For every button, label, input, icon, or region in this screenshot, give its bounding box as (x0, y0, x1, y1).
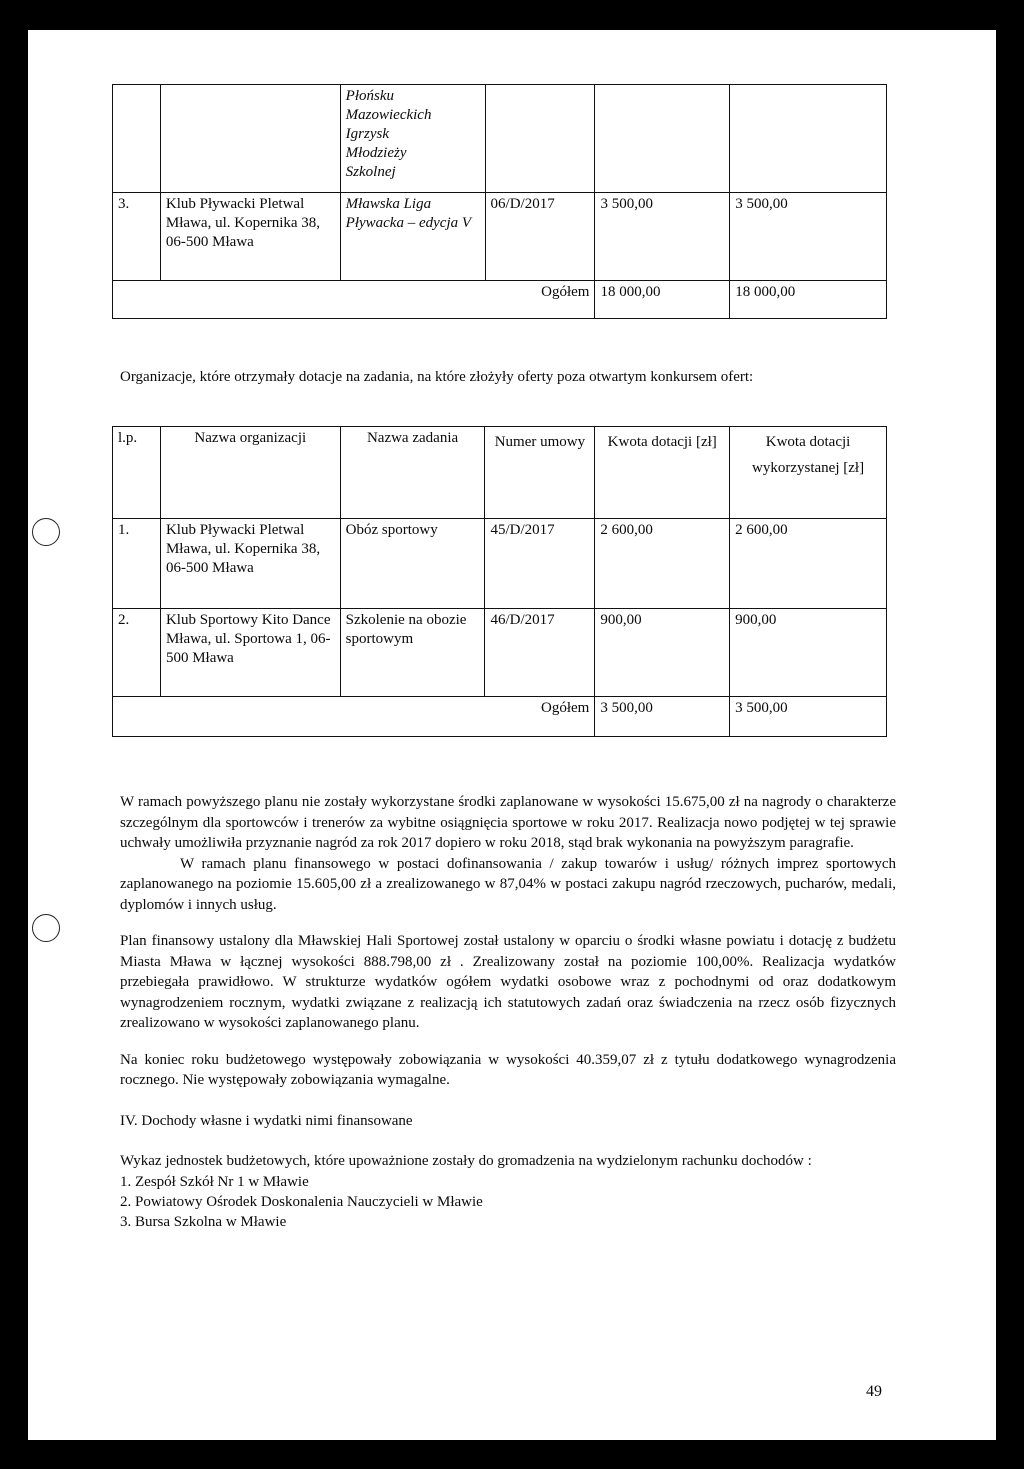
paragraph-sport-events: W ramach planu finansowego w postaci dofinansowania / zakup towarów i usług/ różnych imprez sportowych zaplanowanego na poziomie 15.605,00 zł a zrealizowanego w 87,04% w postaci zakupu nagród rzeczowych, pucharów, medali, dyplomów i innych usług. (120, 855, 896, 913)
list-item: 3. Bursa Szkolna w Mławie (120, 1213, 287, 1230)
total-label: Ogółem (113, 697, 595, 737)
total-row (113, 281, 887, 319)
total-used: 3 500,00 (730, 697, 887, 737)
list-item: 2. Powiatowy Ośrodek Doskonalenia Nauczycieli w Mławie (120, 1193, 483, 1210)
task-cell-continued: Płońsku Mazowieckich Igrzysk Młodzieży Szkolnej (340, 85, 485, 193)
total-amount: 3 500,00 (595, 697, 730, 737)
list-intro: Wykaz jednostek budżetowych, które upoważnione zostały do gromadzenia na wydzielonym rachunku dochodów : (120, 1153, 812, 1169)
punch-hole-upper (32, 518, 60, 546)
units-list (120, 1172, 896, 1232)
organization-name: Klub Sportowy Kito Dance Mława, ul. Sportowa 1, 06-500 Mława (160, 609, 340, 697)
paragraph-liabilities: Na koniec roku budżetowego występowały zobowiązania w wysokości 40.359,07 zł z tytułu dodatkowego wynagrodzenia rocznego. Nie występowały zobowiązania wymagalne. (120, 1051, 896, 1088)
header-used: Kwota dotacji wykorzystanej [zł] (730, 427, 887, 519)
list-item: 1. Zespół Szkół Nr 1 w Mławie (120, 1173, 309, 1190)
total-row (113, 697, 887, 737)
paragraph-unused-funds: W ramach powyższego planu nie zostały wykorzystane środki zaplanowane w wysokości 15.675,00 zł na nagrody o charakterze szczególnym dla sportowców i trenerów za wybitne osiągnięcia sportowe w roku 2017. Realizacja nowo podjętej w tej sprawie uchwały umożliwiła przyznanie nagród za rok 2017 dopiero w roku 2018, stąd brak wykonania na powyższym paragrafie. (120, 794, 896, 851)
grant-amount: 3 500,00 (595, 193, 730, 281)
row-lp: 1. (113, 519, 161, 609)
grant-amount: 2 600,00 (595, 519, 730, 609)
intro-text: Organizacje, które otrzymały dotacje na zadania, na które złożyły oferty poza otwartym konkursem ofert: (120, 369, 754, 385)
total-used: 18 000,00 (730, 281, 887, 319)
task-name: Obóz sportowy (340, 519, 485, 609)
table-header-row (113, 427, 887, 519)
row-lp: 3. (113, 193, 161, 281)
section-heading: IV. Dochody własne i wydatki nimi finansowane (120, 1112, 413, 1129)
grant-used: 2 600,00 (730, 519, 887, 609)
header-organization: Nazwa organizacji (160, 427, 340, 519)
body-text (120, 792, 896, 1232)
header-task: Nazwa zadania (340, 427, 485, 519)
task-name: Mławska Liga Pływacka – edycja V (340, 193, 485, 281)
page-number: 49 (866, 1383, 882, 1400)
grants-table-outside-competition (112, 426, 887, 737)
row-lp: 2. (113, 609, 161, 697)
header-lp: l.p. (113, 427, 161, 519)
organization-name: Klub Pływacki Pletwal Mława, ul. Kopernika 38, 06-500 Mława (160, 193, 340, 281)
header-amount: Kwota dotacji [zł] (595, 427, 730, 519)
header-number: Numer umowy (485, 427, 595, 519)
organization-name: Klub Pływacki Pletwal Mława, ul. Kopernika 38, 06-500 Mława (160, 519, 340, 609)
table-row (113, 85, 887, 193)
table-row (113, 609, 887, 697)
contract-number: 45/D/2017 (485, 519, 595, 609)
grant-amount: 900,00 (595, 609, 730, 697)
grant-used: 3 500,00 (730, 193, 887, 281)
paragraph-sports-hall: Plan finansowy ustalony dla Mławskiej Hali Sportowej został ustalony w oparciu o środki własne powiatu i dotację z budżetu Miasta Mława w łącznej wysokości 888.798,00 zł . Zrealizowany został na poziomie 100,00%. Realizacja wydatków przebiegała prawidłowo. W strukturze wydatków ogółem wydatki osobowe wraz z pochodnymi od oraz dodatkowym wynagrodzeniem rocznym, wydatki związane z realizacją ich statutowych zadań oraz świadczenia na rzecz osób fizycznych zrealizowano w wysokości zaplanowanego planu. (120, 933, 896, 1031)
total-label: Ogółem (113, 281, 595, 319)
contract-number: 46/D/2017 (485, 609, 595, 697)
punch-hole-lower (32, 914, 60, 942)
task-name: Szkolenie na obozie sportowym (340, 609, 485, 697)
total-amount: 18 000,00 (595, 281, 730, 319)
contract-number: 06/D/2017 (485, 193, 595, 281)
grants-table-continuation (112, 84, 887, 319)
table-row (113, 519, 887, 609)
grant-used: 900,00 (730, 609, 887, 697)
table-row (113, 193, 887, 281)
